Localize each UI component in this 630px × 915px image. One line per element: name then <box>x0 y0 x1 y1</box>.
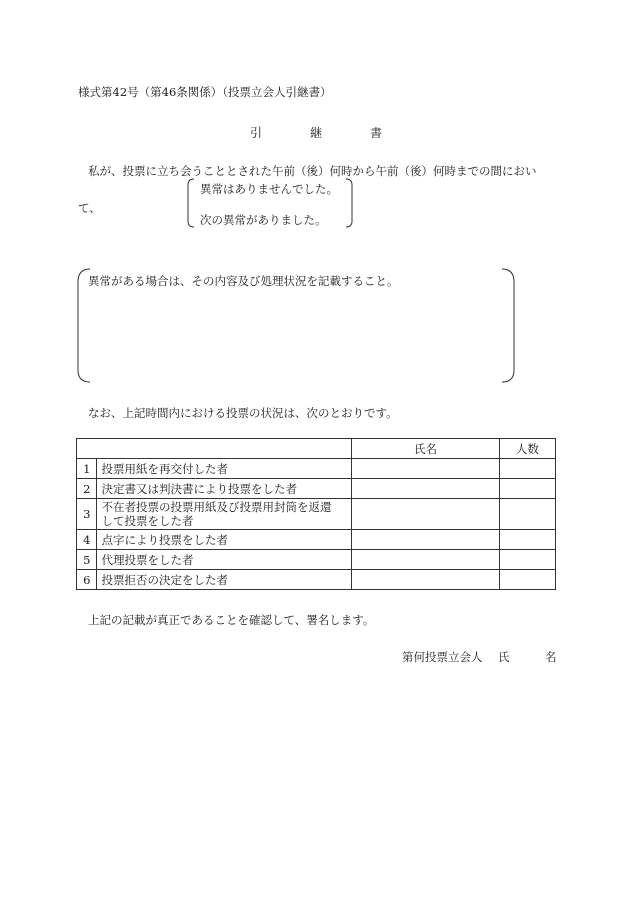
header-name: 氏名 <box>352 439 499 459</box>
confirmation-text: 上記の記載が真正であることを確認して、署名します。 <box>88 613 375 627</box>
row-description: 点字により投票をした者 <box>97 530 352 550</box>
title-char-3: 書 <box>370 126 383 140</box>
row-number: 2 <box>77 479 97 499</box>
header-count: 人数 <box>499 439 555 459</box>
table-row <box>77 530 556 550</box>
voting-status-intro: なお、上記時間内における投票の状況は、次のとおりです。 <box>88 406 398 420</box>
title-char-1: 引 <box>250 126 263 140</box>
row-number: 3 <box>77 499 97 530</box>
intro-line-1: 私が、投票に立ち会うこととされた午前（後）何時から午前（後）何時までの間におい <box>88 164 537 178</box>
row-number: 1 <box>77 459 97 479</box>
table-row <box>77 550 556 570</box>
name-cell[interactable] <box>352 550 499 570</box>
row-number: 6 <box>77 570 97 590</box>
abnormality-note: 異常がある場合は、その内容及び処理状況を記載すること。 <box>88 274 399 288</box>
count-cell[interactable] <box>499 459 555 479</box>
name-cell[interactable] <box>352 479 499 499</box>
option-abnormality: 次の異常がありました。 <box>200 213 327 227</box>
row-description: 決定書又は判決書により投票をした者 <box>97 479 352 499</box>
count-cell[interactable] <box>499 550 555 570</box>
row-number: 4 <box>77 530 97 550</box>
row-description-line-1: 不在者投票の投票用紙及び投票用封筒を返還 <box>101 500 332 514</box>
header-blank <box>77 439 352 459</box>
option-no-abnormality: 異常はありませんでした。 <box>200 182 338 196</box>
table-header-row <box>77 439 556 459</box>
voting-status-table <box>76 438 556 590</box>
row-number: 5 <box>77 550 97 570</box>
count-cell[interactable] <box>499 530 555 550</box>
count-cell[interactable] <box>499 499 555 530</box>
table-row <box>77 570 556 590</box>
row-description: 投票拒否の決定をした者 <box>97 570 352 590</box>
signature-shi: 氏 <box>498 650 510 664</box>
count-cell[interactable] <box>499 570 555 590</box>
name-cell[interactable] <box>352 499 499 530</box>
document-title <box>250 124 382 141</box>
row-description-line-2: して投票をした者 <box>101 514 194 528</box>
signatory-label: 第何投票立会人 <box>402 650 483 664</box>
name-cell[interactable] <box>352 459 499 479</box>
name-cell[interactable] <box>352 570 499 590</box>
row-description: 代理投票をした者 <box>97 550 352 570</box>
intro-line-2: て、 <box>78 201 101 215</box>
table-row <box>77 499 556 530</box>
count-cell[interactable] <box>499 479 555 499</box>
table-row <box>77 479 556 499</box>
form-number: 様式第42号（第46条関係）（投票立会人引継書） <box>78 85 332 99</box>
row-description <box>97 499 352 530</box>
title-char-2: 継 <box>310 126 323 140</box>
name-cell[interactable] <box>352 530 499 550</box>
row-description: 投票用紙を再交付した者 <box>97 459 352 479</box>
table-row <box>77 459 556 479</box>
signature-mei: 名 <box>545 650 557 664</box>
